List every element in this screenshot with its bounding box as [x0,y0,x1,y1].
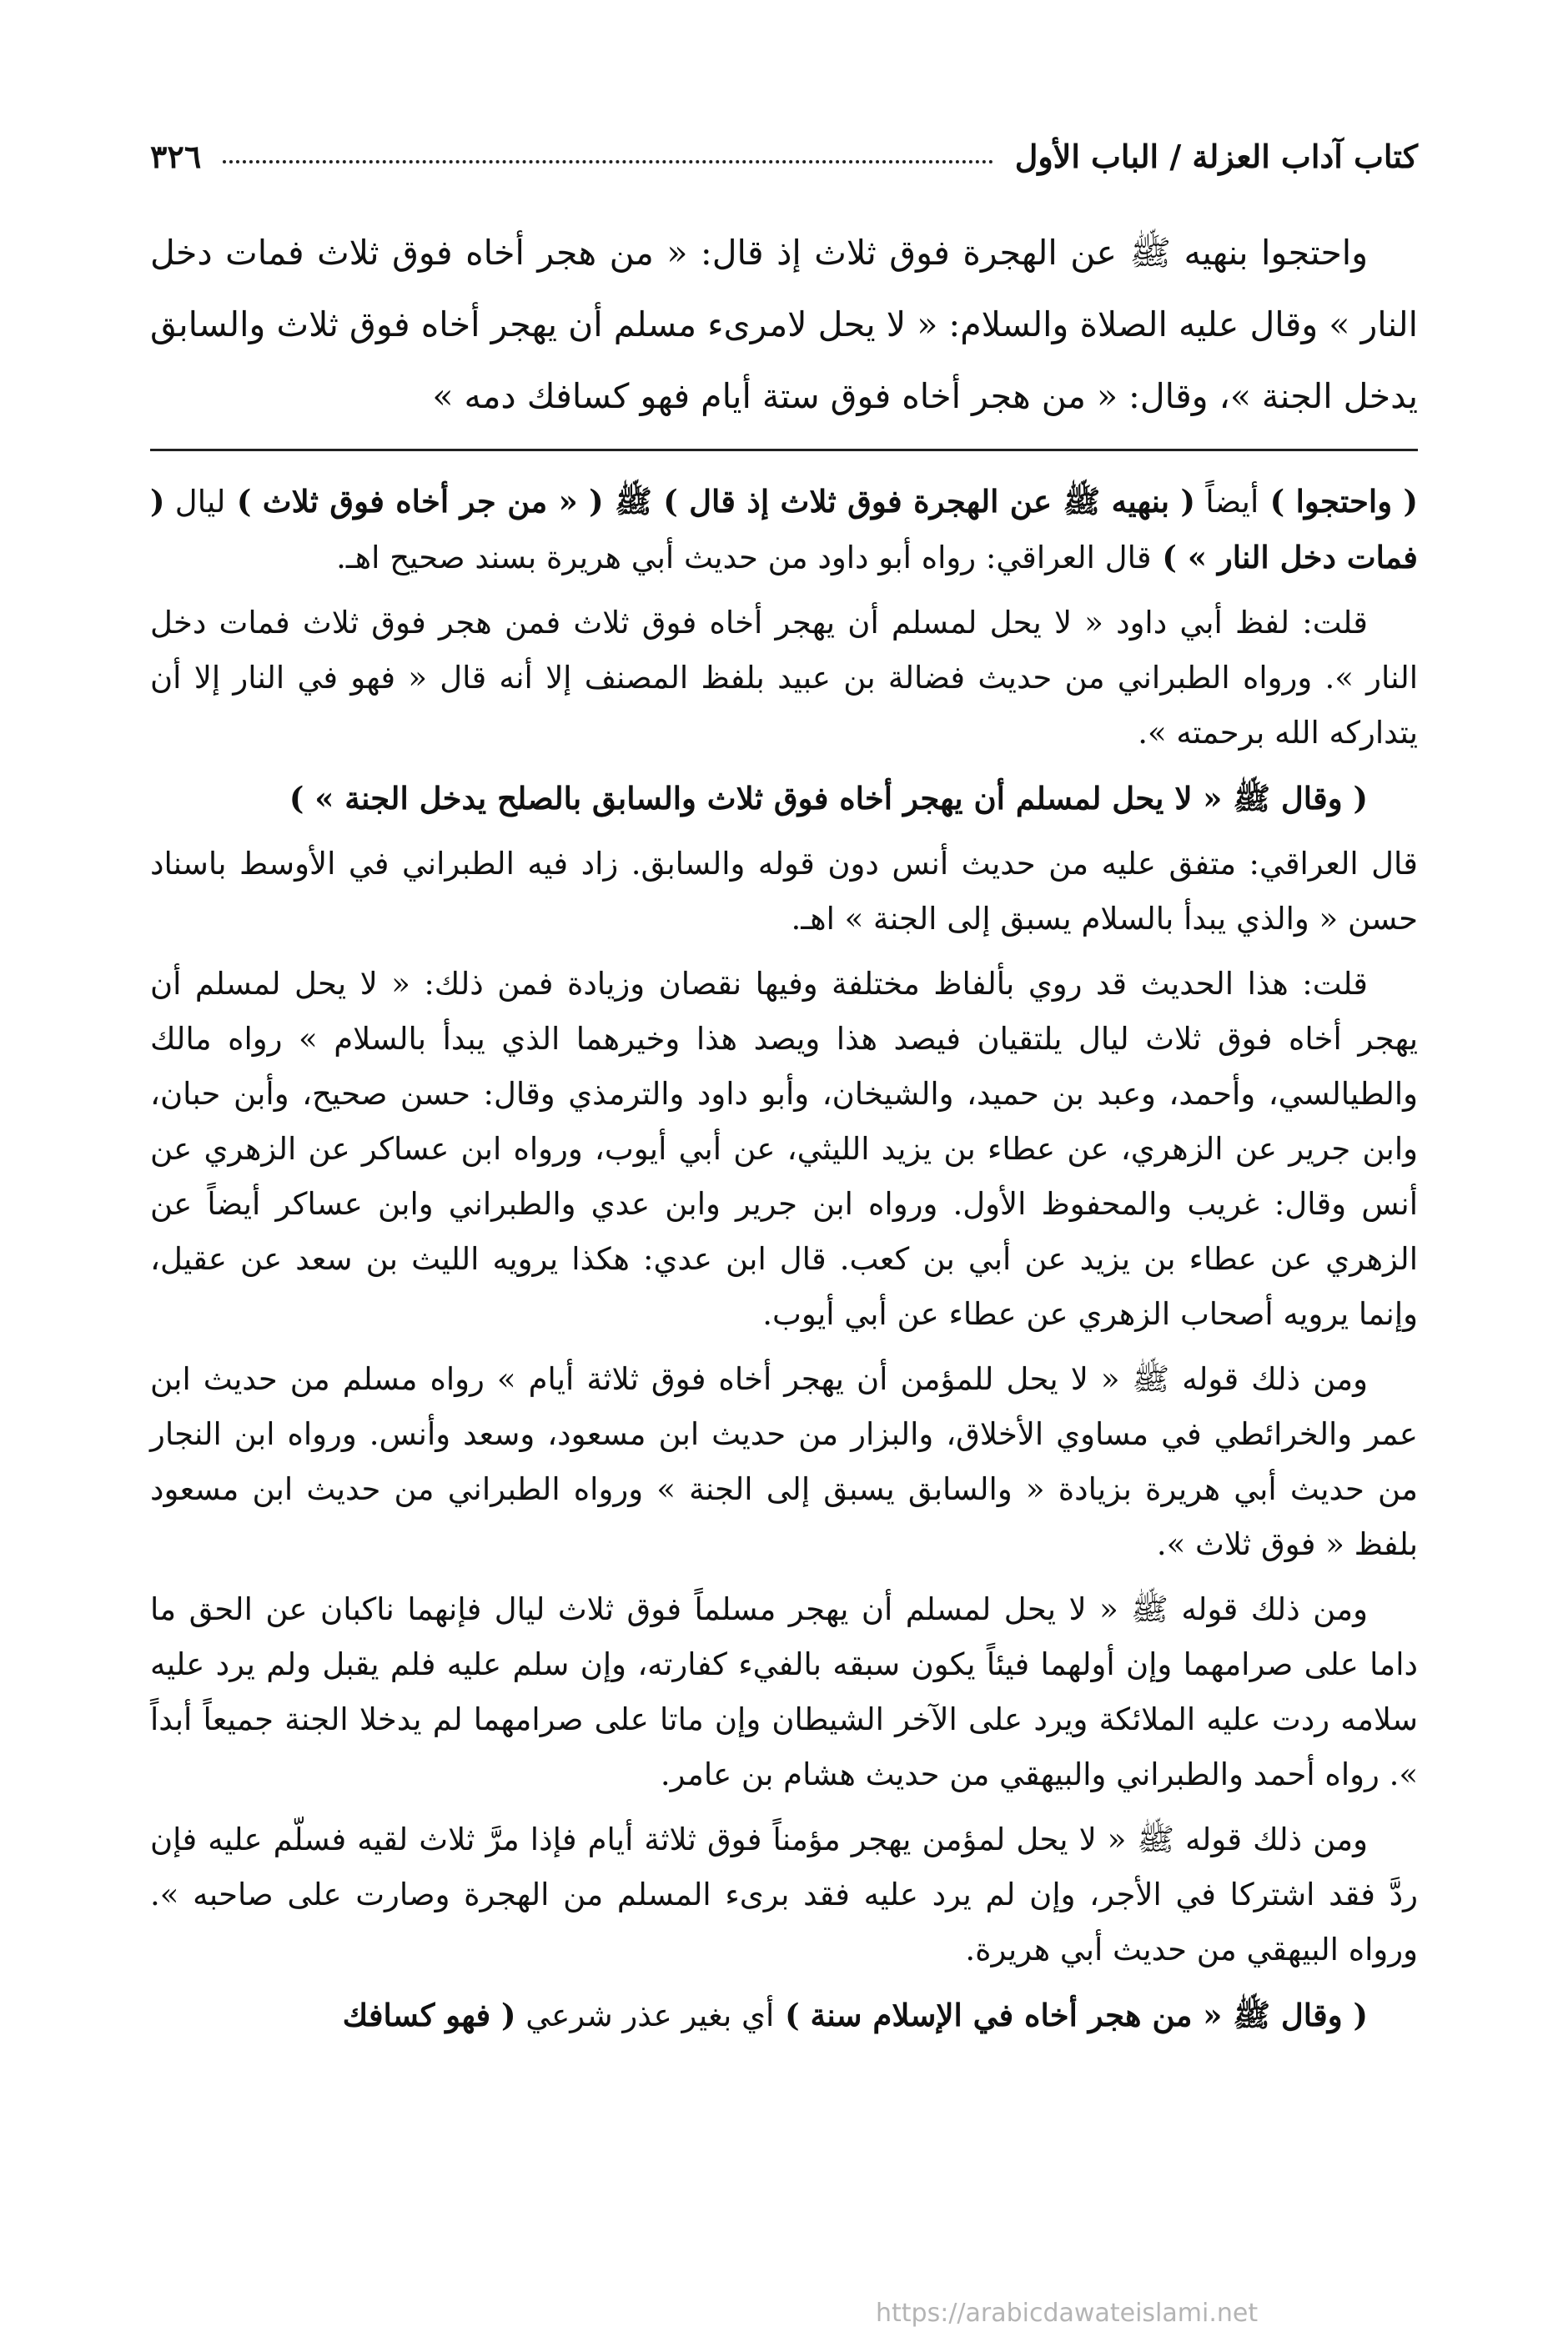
main-text [150,217,1418,432]
main-paragraph: واحتجوا بنهيه ﷺ عن الهجرة فوق ثلاث إذ قال: « من هجر أخاه فوق ثلاث فمات دخل النار » وقال عليه الصلاة والسلام: « لا يحل لامرىء مسلم أن يهجر أخاه فوق ثلاث والسابق يدخل الجنة »، وقال: « من هجر أخاه فوق ستة أيام فهو كسافك دمه » [150,233,1418,416]
matn-quote: ( بنهيه ﷺ عن الهجرة فوق ثلاث إذ قال ) ﷺ ( « من جر أخاه فوق ثلاث ) [225,483,1196,520]
page-number: ٣٢٦ [150,138,202,175]
matn-quote: ( واحتجوا ) [1259,483,1418,520]
commentary-paragraph [150,837,1418,947]
commentary-text: قلت: لفظ أبي داود « لا يحل لمسلم أن يهجر أخاه فوق ثلاث فمن هجر فوق ثلاث فمات دخل النار ». ورواه الطبراني من حديث فضالة بن عبيد بلفظ المصنف إلا أنه قال « فهو في النار إلا أن يتداركه الله برحمته ». [150,605,1418,751]
commentary [150,474,1418,2053]
commentary-text: قال العراقي: رواه أبو داود من حديث أبي هريرة بسند صحيح اهـ. [336,540,1152,575]
commentary-text: ومن ذلك قوله ﷺ « لا يحل لمؤمن يهجر مؤمناً فوق ثلاثة أيام فإذا مرَّ ثلاث لقيه فسلّم عليه فإن ردَّ فقد اشتركا في الأجر، وإن لم يرد عليه فقد برىء المسلم من الهجرة وصارت على صاحبه ». ورواه البيهقي من حديث أبي هريرة. [150,1822,1418,1968]
commentary-paragraph [150,474,1418,586]
watermark-url: https://arabicdawateislami.net [876,2299,1259,2328]
commentary-text: ومن ذلك قوله ﷺ « لا يحل للمؤمن أن يهجر أخاه فوق ثلاثة أيام » رواه مسلم من حديث ابن عمر والخرائطي في مساوي الأخلاق، والبزار من حديث ابن مسعود، وسعد وأنس. ورواه ابن النجار من حديث أبي هريرة بزيادة « والسابق يسبق إلى الجنة » ورواه الطبراني من حديث ابن مسعود بلفظ « فوق ثلاث ». [150,1361,1418,1562]
separator-line [150,449,1418,451]
dotted-leader [223,160,993,163]
commentary-text: أيضاً [1195,484,1259,520]
commentary-paragraph [150,596,1418,761]
matn-quote: ( وقال ﷺ « من هجر أخاه في الإسلام سنة ) [774,1997,1368,2033]
matn-quote: ( وقال ﷺ « لا يحل لمسلم أن يهجر أخاه فوق ثلاث والسابق بالصلح يدخل الجنة » ) [289,780,1368,817]
matn-quote: ( فمات دخل النار » ) [150,483,1418,575]
commentary-text: أي بغير عذر شرعي [515,1998,775,2033]
commentary-text: ليال [164,484,226,520]
commentary-text: قلت: هذا الحديث قد روي بألفاظ مختلفة وفيها نقصان وزيادة فمن ذلك: « لا يحل لمسلم أن يهجر أخاه فوق ثلاث ليال يلتقيان فيصد هذا ويصد هذا وخيرهما الذي يبدأ بالسلام » رواه مالك والطيالسي، وأحمد، وعبد بن حميد، والشيخان، وأبو داود والترمذي وقال: حسن صحيح، وأبن حبان، وابن جرير عن الزهري، عن عطاء بن يزيد الليثي، عن أبي أيوب، ورواه ابن عساكر عن الزهري عن أنس وقال: غريب والمحفوظ الأول. ورواه ابن جرير وابن عدي والطبراني وابن عساكر أيضاً عن الزهري عن عطاء بن يزيد عن أبي بن كعب. قال ابن عدي: هكذا يرويه الليث بن سعد عن عقيل، وإنما يرويه أصحاب الزهري عن عطاء عن أبي أيوب. [150,966,1418,1332]
commentary-text: ومن ذلك قوله ﷺ « لا يحل لمسلم أن يهجر مسلماً فوق ثلاث ليال فإنهما ناكبان عن الحق ما داما على صرامهما وإن أولهما فيئاً يكون سبقه بالفيء كفارته، وإن سلم عليه فلم يقبل ولم يرد عليه سلامه ردت عليه الملائكة ويرد على الآخر الشيطان وإن ماتا على صرامهما لم يدخلا الجنة جميعاً أبداً ». رواه أحمد والطبراني والبيهقي من حديث هشام بن عامر. [150,1591,1418,1792]
commentary-paragraph [150,1812,1418,1978]
commentary-paragraph [150,771,1418,827]
commentary-text: قال العراقي: متفق عليه من حديث أنس دون قوله والسابق. زاد فيه الطبراني في الأوسط باسناد حسن « والذي يبدأ بالسلام يسبق إلى الجنة » اهـ. [150,846,1418,937]
commentary-paragraph [150,957,1418,1342]
commentary-paragraph [150,1352,1418,1572]
matn-quote: ( فهو كسافك [342,1997,516,2033]
running-title: كتاب آداب العزلة / الباب الأول [1014,138,1418,175]
commentary-paragraph [150,1582,1418,1802]
page-header [150,108,1418,175]
commentary-paragraph [150,1988,1418,2043]
